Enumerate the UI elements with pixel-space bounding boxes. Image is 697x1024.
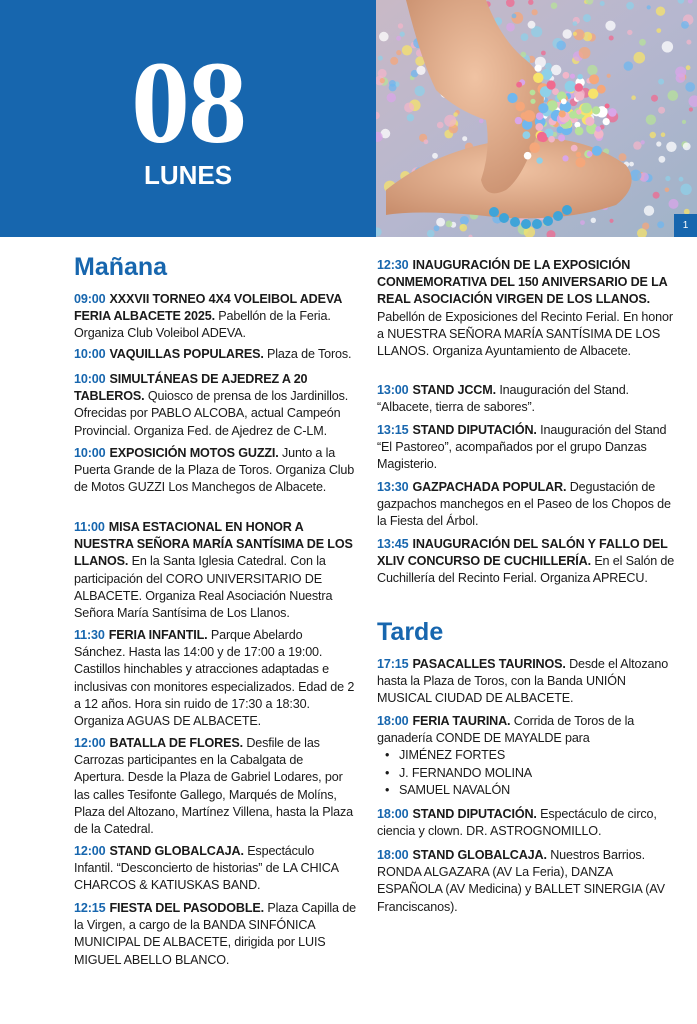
event-title: STAND DIPUTACIÓN. [412, 807, 537, 821]
event-description: Nuestros Barrios. RONDA ALGAZARA (AV La Feria), DANZA ESPAÑOLA (AV Medicina) y BALLET SINERGIA (AV Franciscanos). [377, 848, 665, 914]
event-description: Parque Abelardo Sánchez. Hasta las 14:00 y de 17:00 a 19:00. Castillos hinchables y atracciones adaptadas e inclusivas con monitores especializados. Edad de 2 a 12 años. Hora sin ruido de 17:30 a 18:30. Organiza AGUAS DE ALBACETE. [74, 628, 355, 729]
event-title: MISA ESTACIONAL EN HONOR A NUESTRA SEÑORA MARÍA SANTÍSIMA DE LOS LLANOS. [74, 520, 353, 569]
event-title: INAUGURACIÓN DE LA EXPOSICIÓN CONMEMORATIVA DEL 150 ANIVERSARIO DE LA REAL ASOCIACIÓN VIRGEN DE LOS LLANOS. [377, 258, 668, 307]
section-title-manana: Mañana [74, 253, 168, 281]
event-description: Inauguración del Stand. “Albacete, tierra de sabores”. [377, 383, 629, 415]
event-title: STAND DIPUTACIÓN. [412, 423, 537, 437]
event-time: 13:00 [377, 383, 409, 397]
event-time: 10:00 [74, 446, 106, 460]
event-description: Corrida de Toros de la ganadería CONDE DE MAYALDE para [377, 714, 635, 746]
event-title: STAND GLOBALCAJA. [412, 848, 547, 862]
event-title: PASACALLES TAURINOS. [412, 657, 566, 671]
event-time: 18:00 [377, 848, 409, 862]
event-item [74, 291, 356, 343]
event-item [74, 346, 351, 363]
event-description: Junto a la Puerta Grande de la Plaza de Toros. Organiza Club de Motos GUZZI Los Manchegos de Albacete. [74, 446, 355, 495]
event-time: 12:15 [74, 901, 106, 915]
event-item [377, 713, 677, 799]
event-item [74, 627, 356, 730]
event-item [74, 735, 356, 838]
event-time: 10:00 [74, 372, 106, 386]
event-time: 18:00 [377, 807, 409, 821]
bullfighter-list [377, 747, 677, 799]
event-item [377, 656, 677, 708]
page-number-badge: 1 [674, 214, 697, 237]
event-title: BATALLA DE FLORES. [109, 736, 243, 750]
bullfighter-name: • JIMÉNEZ FORTES [385, 747, 677, 764]
event-item [377, 536, 677, 588]
confetti-hands-photo [376, 0, 697, 237]
event-title: FERIA INFANTIL. [108, 628, 208, 642]
event-item [74, 843, 356, 895]
event-time: 17:15 [377, 657, 409, 671]
event-description: Pabellón de Exposiciones del Recinto Ferial. En honor a NUESTRA SEÑORA MARÍA SANTÍSIMA DE LOS LLANOS. Organiza Ayuntamiento de Albacete. [377, 309, 673, 359]
event-item [74, 445, 356, 497]
event-item [74, 900, 356, 969]
event-description: Desde el Altozano hasta la Plaza de Toros, con la Banda UNIÓN MUSICAL CIUDAD DE ALBACETE. [377, 657, 669, 706]
event-time: 18:00 [377, 714, 409, 728]
event-title: EXPOSICIÓN MOTOS GUZZI. [109, 446, 279, 460]
event-description: Inauguración del Stand “El Pastoreo”, acompañados por el grupo Danzas Magisterio. [377, 423, 667, 472]
event-description: Espectáculo de circo, ciencia y clown. DR. ASTROGNOMILLO. [377, 807, 657, 839]
event-time: 13:30 [377, 480, 409, 494]
event-item [377, 257, 677, 360]
event-time: 13:45 [377, 537, 409, 551]
event-time: 09:00 [74, 292, 106, 306]
event-title: SIMULTÁNEAS DE AJEDREZ A 20 TABLEROS. [74, 372, 308, 404]
header-date-panel [0, 0, 376, 237]
event-item [377, 479, 677, 531]
event-time: 12:30 [377, 258, 409, 272]
event-description: Plaza Capilla de la Virgen, a cargo de la BANDA SINFÓNICA MUNICIPAL DE ALBACETE, dirigida por LUIS MIGUEL ABELLO BLANCO. [74, 901, 356, 967]
day-number: 08 [131, 37, 245, 168]
event-title: XXXVII TORNEO 4X4 VOLEIBOL ADEVA FERIA ALBACETE 2025. [74, 292, 342, 324]
bullfighter-name: • J. FERNANDO MOLINA [385, 765, 677, 782]
event-title: FERIA TAURINA. [412, 714, 511, 728]
event-time: 10:00 [74, 347, 106, 361]
event-time: 11:30 [74, 628, 105, 642]
event-title: VAQUILLAS POPULARES. [109, 347, 264, 361]
event-description: En la Santa Iglesia Catedral. Con la participación del CORO UNIVERSITARIO DE ALBACETE. Organiza Real Asociación Nuestra Señora María Santísima de Los Llanos. [74, 554, 333, 621]
section-title-tarde: Tarde [377, 618, 444, 646]
bullfighter-name: • SAMUEL NAVALÓN [385, 782, 677, 799]
event-title: STAND JCCM. [412, 383, 496, 397]
event-description: Quiosco de prensa de los Jardinillos. Ofrecidas por PABLO ALCOBA, actual Campeón Provincial. Organiza Fed. de Ajedrez de C-LM. [74, 389, 349, 438]
event-title: FIESTA DEL PASODOBLE. [109, 901, 264, 915]
event-description: Desfile de las Carrozas participantes en la Cabalgata de Apertura. Desde la Plaza de Gabriel Lodares, por las calles Tesifonte Gallego, Marqués de Molíns, Plaza del Altozano, Martínez Villena, hasta la Plaza de la Catedral. [74, 736, 353, 837]
event-time: 13:15 [377, 423, 409, 437]
event-description: Pabellón de la Feria. Organiza Club Voleibol ADEVA. [74, 309, 331, 341]
event-time: 12:00 [74, 736, 106, 750]
day-name: LUNES [143, 160, 233, 190]
event-time: 12:00 [74, 844, 106, 858]
event-description: En el Salón de Cuchillería del Recinto Ferial. Organiza APRECU. [377, 554, 675, 586]
event-title: INAUGURACIÓN DEL SALÓN Y FALLO DEL XLIV CONCURSO DE CUCHILLERÍA. [377, 537, 668, 569]
event-title: GAZPACHADA POPULAR. [412, 480, 567, 494]
event-item [377, 847, 677, 916]
event-description: Plaza de Toros. [267, 347, 352, 361]
event-item [377, 806, 677, 840]
event-time: 11:00 [74, 520, 105, 534]
event-item [74, 371, 356, 440]
event-description: Espectáculo Infantil. “Desconcierto de historias” de LA CHICA CHARCOS & KATIUSKAS BAND. [74, 844, 339, 893]
event-title: STAND GLOBALCAJA. [109, 844, 244, 858]
event-item [377, 382, 677, 416]
event-description: Degustación de gazpachos manchegos en el Paseo de los Chopos de la Fiesta del Árbol. [377, 480, 671, 529]
event-item [377, 422, 677, 474]
event-item [74, 519, 356, 622]
